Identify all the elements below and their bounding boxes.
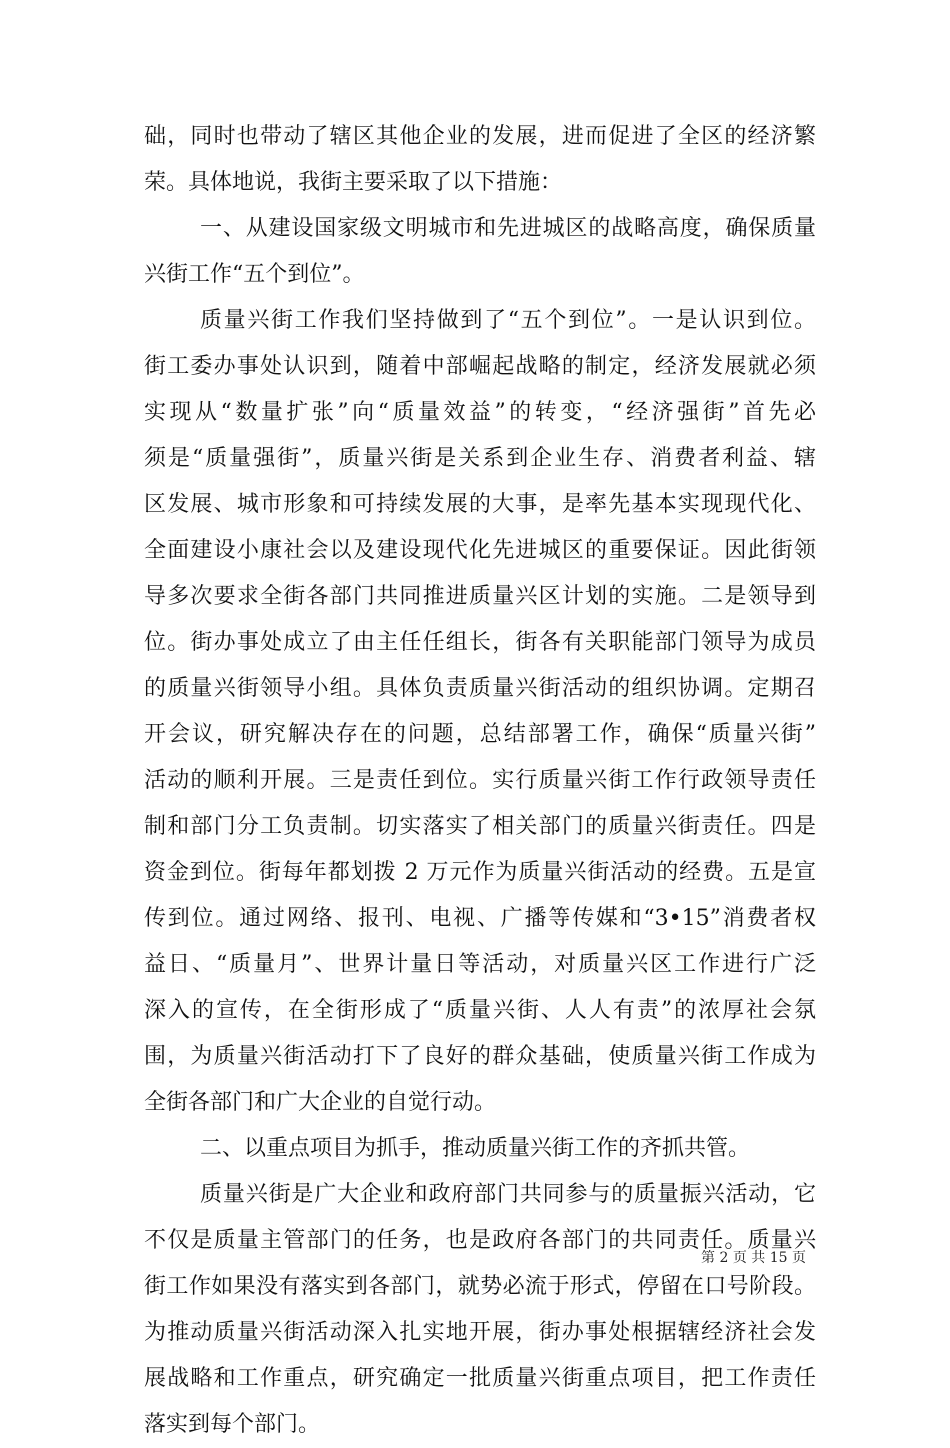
text-line: 不仅是质量主管部门的任务，也是政府各部门的共同责任。质量兴 (144, 1228, 816, 1253)
text-line: 区发展、城市形象和可持续发展的大事，是率先基本实现现代化、 (144, 492, 816, 517)
text-line: 为推动质量兴街活动深入扎实地开展，街办事处根据辖经济社会发 (144, 1320, 816, 1345)
text-line: 传到位。通过网络、报刊、电视、广播等传媒和“3•15”消费者权 (144, 906, 816, 931)
text-line: 街工作如果没有落实到各部门，就势必流于形式，停留在口号阶段。 (144, 1274, 816, 1299)
text-line: 二、以重点项目为抓手，推动质量兴街工作的齐抓共管。 (200, 1136, 751, 1161)
text-line: 一、从建设国家级文明城市和先进城区的战略高度，确保质量 (200, 216, 816, 241)
text-line: 制和部门分工负责制。切实落实了相关部门的质量兴街责任。四是 (144, 814, 816, 839)
text-line: 开会议，研究解决存在的问题，总结部署工作，确保“质量兴街” (144, 722, 816, 747)
text-line: 位。街办事处成立了由主任任组长，街各有关职能部门领导为成员 (144, 630, 816, 655)
text-line: 实现从“数量扩张”向“质量效益”的转变，“经济强街”首先必 (144, 400, 816, 425)
text-line: 的质量兴街领导小组。具体负责质量兴街活动的组织协调。定期召 (144, 676, 816, 701)
text-line: 导多次要求全街各部门共同推进质量兴区计划的实施。二是领导到 (144, 584, 816, 609)
text-line: 街工委办事处认识到，随着中部崛起战略的制定，经济发展就必须 (144, 354, 816, 379)
text-line: 全街各部门和广大企业的自觉行动。 (144, 1090, 497, 1115)
text-line: 资金到位。街每年都划拨 2 万元作为质量兴街活动的经费。五是宣 (144, 860, 816, 885)
text-line: 展战略和工作重点，研究确定一批质量兴街重点项目，把工作责任 (144, 1366, 816, 1391)
text-line: 须是“质量强街”，质量兴街是关系到企业生存、消费者利益、辖 (144, 446, 816, 471)
text-line: 质量兴街工作我们坚持做到了“五个到位”。一是认识到位。 (200, 308, 816, 333)
text-line: 围，为质量兴街活动打下了良好的群众基础，使质量兴街工作成为 (144, 1044, 816, 1069)
text-line: 益日、“质量月”、世界计量日等活动，对质量兴区工作进行广泛 (144, 952, 816, 977)
page-number-footer: 第 2 页 共 15 页 (701, 1250, 806, 1266)
text-line: 质量兴街是广大企业和政府部门共同参与的质量振兴活动，它 (200, 1182, 816, 1207)
text-line: 活动的顺利开展。三是责任到位。实行质量兴街工作行政领导责任 (144, 768, 816, 793)
text-line: 荣。具体地说，我街主要采取了以下措施： (144, 170, 563, 195)
text-line: 落实到每个部门。 (144, 1412, 321, 1437)
text-line: 础，同时也带动了辖区其他企业的发展，进而促进了全区的经济繁 (144, 124, 816, 149)
text-line: 深入的宣传，在全街形成了“质量兴街、人人有责”的浓厚社会氛 (144, 998, 816, 1023)
text-line: 全面建设小康社会以及建设现代化先进城区的重要保证。因此街领 (144, 538, 816, 563)
text-line: 兴街工作“五个到位”。 (144, 262, 365, 287)
